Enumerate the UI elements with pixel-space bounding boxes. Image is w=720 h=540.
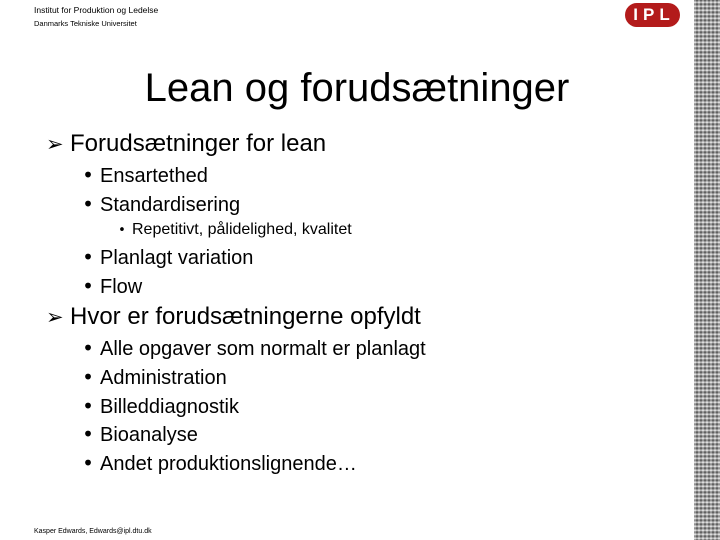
section-heading — [46, 303, 421, 331]
ipl-logo: IPL — [625, 3, 680, 27]
university-name: Danmarks Tekniske Universitet — [34, 19, 137, 28]
dot-bullet-icon: • — [82, 451, 94, 475]
list-item-text: Andet produktionslignende… — [100, 453, 357, 475]
list-item — [76, 163, 208, 188]
footer-email: Kasper Edwards, Edwards@ipl.dtu.dk — [34, 528, 152, 535]
arrow-bullet-icon: ➢ — [46, 132, 64, 156]
slide-title: Lean og forudsætninger — [144, 66, 570, 110]
section-heading — [46, 130, 326, 158]
dot-bullet-icon: • — [82, 422, 94, 446]
list-item-text: Standardisering — [100, 194, 241, 216]
section-heading-text: Forudsætninger for lean — [70, 130, 327, 157]
list-item-text: Administration — [100, 367, 227, 389]
institute-name: Institut for Produktion og Ledelse — [34, 5, 159, 15]
list-item — [76, 365, 227, 390]
list-item — [76, 192, 240, 217]
list-item-text: Alle opgaver som normalt er planlagt — [100, 338, 426, 360]
list-item-text: Ensartethed — [100, 165, 208, 187]
list-item — [76, 394, 239, 419]
arrow-bullet-icon: ➢ — [46, 305, 64, 329]
list-item-text: Billeddiagnostik — [100, 396, 239, 418]
dot-bullet-icon: • — [82, 245, 94, 269]
list-item-text: Flow — [100, 276, 143, 298]
dot-bullet-icon: • — [82, 365, 94, 389]
dot-bullet-icon: • — [82, 336, 94, 360]
dot-bullet-icon: • — [118, 223, 126, 238]
dot-bullet-icon: • — [82, 192, 94, 216]
list-item — [76, 451, 357, 476]
list-item — [76, 422, 198, 447]
sub-list-item — [112, 221, 352, 239]
dot-bullet-icon: • — [82, 274, 94, 298]
section-heading-text: Hvor er forudsætningerne opfyldt — [70, 303, 421, 330]
dot-bullet-icon: • — [82, 163, 94, 187]
list-item-text: Bioanalyse — [100, 424, 198, 446]
dot-bullet-icon: • — [82, 394, 94, 418]
list-item — [76, 245, 253, 270]
list-item-text: Planlagt variation — [100, 247, 254, 269]
sub-list-item-text: Repetitivt, pålidelighed, kvalitet — [132, 221, 352, 238]
list-item — [76, 336, 426, 361]
list-item — [76, 274, 142, 299]
